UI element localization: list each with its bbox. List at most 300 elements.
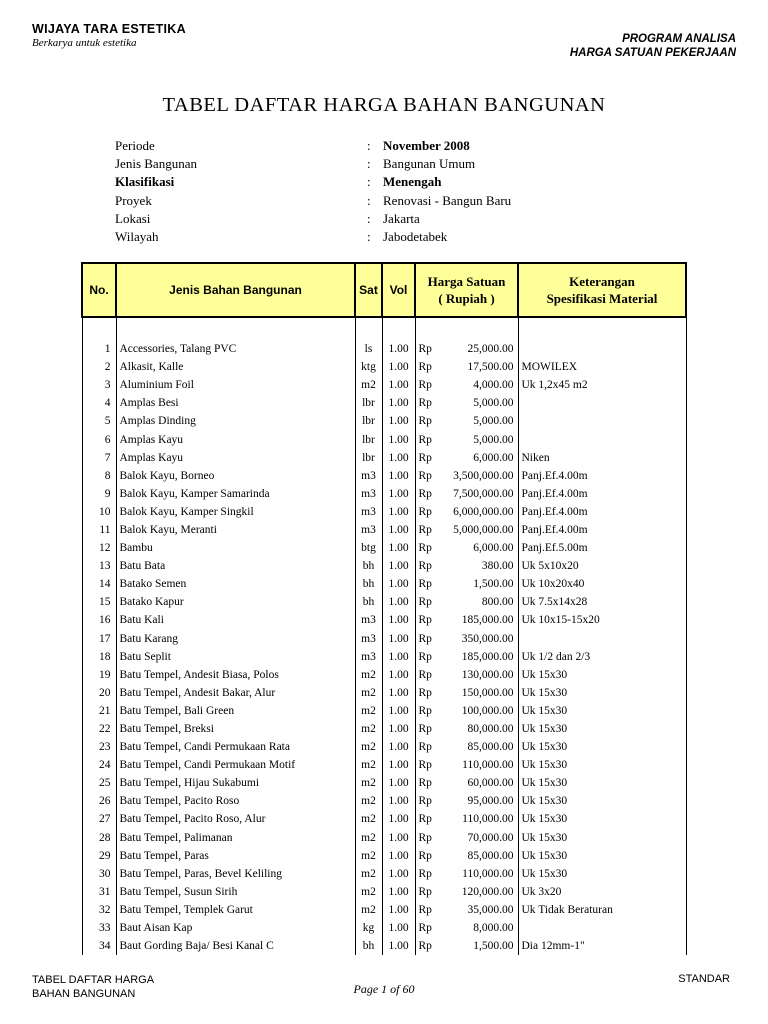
volume: 1.00	[382, 575, 415, 593]
table-row	[82, 774, 686, 792]
table-row	[82, 376, 686, 394]
unit: m3	[355, 648, 382, 666]
unit: m2	[355, 792, 382, 810]
unit-price: 110,000.00	[443, 810, 518, 828]
row-number: 34	[82, 937, 116, 955]
volume: 1.00	[382, 919, 415, 937]
table-row	[82, 358, 686, 376]
unit-price: 7,500,000.00	[443, 485, 518, 503]
row-number: 20	[82, 684, 116, 702]
table-row	[82, 648, 686, 666]
header-ket-line1: Keterangan	[569, 274, 635, 289]
currency: Rp	[415, 829, 443, 847]
unit-price: 6,000,000.00	[443, 503, 518, 521]
table-header-row	[82, 263, 686, 317]
currency: Rp	[415, 883, 443, 901]
unit-price: 70,000.00	[443, 829, 518, 847]
specification: Uk 5x10x20	[518, 557, 686, 575]
unit: m2	[355, 847, 382, 865]
unit-price: 130,000.00	[443, 666, 518, 684]
row-number: 11	[82, 521, 116, 539]
currency: Rp	[415, 521, 443, 539]
header-harga-line1: Harga Satuan	[427, 274, 506, 289]
material-name: Batu Tempel, Palimanan	[116, 829, 355, 847]
row-number: 21	[82, 702, 116, 720]
info-colon: :	[367, 174, 371, 190]
unit: btg	[355, 539, 382, 557]
footer-title-line2: BAHAN BANGUNAN	[32, 988, 136, 1000]
unit-price: 4,000.00	[443, 376, 518, 394]
table-row	[82, 630, 686, 648]
unit-price: 380.00	[443, 557, 518, 575]
currency: Rp	[415, 485, 443, 503]
specification	[518, 430, 686, 448]
unit-price: 25,000.00	[443, 340, 518, 358]
unit: m3	[355, 630, 382, 648]
material-name: Amplas Kayu	[116, 449, 355, 467]
volume: 1.00	[382, 394, 415, 412]
specification: Uk 15x30	[518, 666, 686, 684]
volume: 1.00	[382, 847, 415, 865]
unit-price: 1,500.00	[443, 937, 518, 955]
unit: m2	[355, 702, 382, 720]
unit: m3	[355, 485, 382, 503]
table-row	[82, 847, 686, 865]
program-line-2: HARGA SATUAN PEKERJAAN	[569, 47, 736, 59]
material-name: Baut Gording Baja/ Besi Kanal C	[116, 937, 355, 955]
specification: Uk Tidak Beraturan	[518, 901, 686, 919]
unit-price: 6,000.00	[443, 539, 518, 557]
unit: m2	[355, 901, 382, 919]
unit-price: 185,000.00	[443, 648, 518, 666]
material-name: Batu Seplit	[116, 648, 355, 666]
currency: Rp	[415, 648, 443, 666]
specification: Uk 7.5x14x28	[518, 593, 686, 611]
table-row	[82, 340, 686, 358]
specification: Uk 1,2x45 m2	[518, 376, 686, 394]
currency: Rp	[415, 340, 443, 358]
unit: bh	[355, 937, 382, 955]
specification: Uk 15x30	[518, 702, 686, 720]
table-row	[82, 829, 686, 847]
material-name: Bambu	[116, 539, 355, 557]
table-row	[82, 575, 686, 593]
volume: 1.00	[382, 756, 415, 774]
unit-price: 1,500.00	[443, 575, 518, 593]
volume: 1.00	[382, 593, 415, 611]
row-number: 3	[82, 376, 116, 394]
header-harga-line2: ( Rupiah )	[438, 291, 495, 306]
volume: 1.00	[382, 738, 415, 756]
info-value: Menengah	[383, 174, 442, 190]
currency: Rp	[415, 774, 443, 792]
volume: 1.00	[382, 521, 415, 539]
material-name: Amplas Dinding	[116, 412, 355, 430]
row-number: 24	[82, 756, 116, 774]
volume: 1.00	[382, 901, 415, 919]
unit: m2	[355, 376, 382, 394]
currency: Rp	[415, 575, 443, 593]
header-jenis: Jenis Bahan Bangunan	[116, 263, 355, 317]
info-value: Bangunan Umum	[383, 156, 476, 172]
specification	[518, 412, 686, 430]
volume: 1.00	[382, 684, 415, 702]
currency: Rp	[415, 412, 443, 430]
unit: bh	[355, 593, 382, 611]
specification: Uk 15x30	[518, 865, 686, 883]
specification: Uk 1/2 dan 2/3	[518, 648, 686, 666]
unit-price: 60,000.00	[443, 774, 518, 792]
unit: m2	[355, 666, 382, 684]
volume: 1.00	[382, 611, 415, 629]
volume: 1.00	[382, 630, 415, 648]
info-label: Periode	[115, 138, 155, 153]
unit: m2	[355, 720, 382, 738]
unit: m2	[355, 738, 382, 756]
info-label: Wilayah	[115, 228, 159, 244]
row-number: 19	[82, 666, 116, 684]
header-sat: Sat	[355, 263, 382, 317]
volume: 1.00	[382, 702, 415, 720]
info-colon: :	[367, 228, 371, 244]
info-colon: :	[367, 156, 371, 172]
table-row	[82, 521, 686, 539]
row-number: 16	[82, 611, 116, 629]
row-number: 6	[82, 430, 116, 448]
table-row	[82, 611, 686, 629]
material-name: Alkasit, Kalle	[116, 358, 355, 376]
volume: 1.00	[382, 883, 415, 901]
unit: m2	[355, 865, 382, 883]
row-number: 4	[82, 394, 116, 412]
currency: Rp	[415, 358, 443, 376]
table-row	[82, 738, 686, 756]
info-label: Proyek	[115, 192, 152, 208]
unit-price: 5,000,000.00	[443, 521, 518, 539]
header-ket-line2: Spesifikasi Material	[546, 291, 658, 306]
volume: 1.00	[382, 829, 415, 847]
company-header	[32, 22, 186, 49]
currency: Rp	[415, 430, 443, 448]
currency: Rp	[415, 539, 443, 557]
material-name: Batu Tempel, Andesit Biasa, Polos	[116, 666, 355, 684]
page-number: Page 1 of 60	[353, 982, 415, 996]
material-name: Batu Tempel, Templek Garut	[116, 901, 355, 919]
specification	[518, 340, 686, 358]
currency: Rp	[415, 937, 443, 955]
volume: 1.00	[382, 503, 415, 521]
unit: m3	[355, 503, 382, 521]
specification: Panj.Ef.5.00m	[518, 539, 686, 557]
info-value: Jakarta	[383, 210, 420, 226]
unit-price: 5,000.00	[443, 412, 518, 430]
header-harga	[415, 263, 518, 317]
row-number: 7	[82, 449, 116, 467]
material-name: Batu Tempel, Candi Permukaan Rata	[116, 738, 355, 756]
unit-price: 150,000.00	[443, 684, 518, 702]
unit: ls	[355, 340, 382, 358]
volume: 1.00	[382, 557, 415, 575]
unit: m2	[355, 774, 382, 792]
table-row	[82, 557, 686, 575]
row-number: 30	[82, 865, 116, 883]
row-number: 9	[82, 485, 116, 503]
material-name: Batu Tempel, Candi Permukaan Motif	[116, 756, 355, 774]
unit: m2	[355, 829, 382, 847]
specification: Uk 3x20	[518, 883, 686, 901]
volume: 1.00	[382, 810, 415, 828]
table-row	[82, 449, 686, 467]
unit-price: 5,000.00	[443, 394, 518, 412]
material-name: Batu Tempel, Andesit Bakar, Alur	[116, 684, 355, 702]
unit-price: 85,000.00	[443, 738, 518, 756]
row-number: 5	[82, 412, 116, 430]
currency: Rp	[415, 684, 443, 702]
info-colon: :	[367, 210, 371, 226]
spacer-row	[82, 317, 686, 340]
specification: Niken	[518, 449, 686, 467]
table-row	[82, 792, 686, 810]
volume: 1.00	[382, 376, 415, 394]
material-name: Batu Karang	[116, 630, 355, 648]
table-row	[82, 756, 686, 774]
row-number: 2	[82, 358, 116, 376]
table-row	[82, 394, 686, 412]
currency: Rp	[415, 756, 443, 774]
material-name: Batu Tempel, Pacito Roso	[116, 792, 355, 810]
row-number: 13	[82, 557, 116, 575]
table-body	[82, 317, 686, 955]
info-label: Klasifikasi	[115, 174, 175, 190]
info-value: November 2008	[383, 138, 470, 153]
volume: 1.00	[382, 937, 415, 955]
unit-price: 110,000.00	[443, 865, 518, 883]
currency: Rp	[415, 919, 443, 937]
price-table	[81, 262, 687, 955]
unit: m2	[355, 883, 382, 901]
row-number: 32	[82, 901, 116, 919]
currency: Rp	[415, 810, 443, 828]
unit: m3	[355, 611, 382, 629]
volume: 1.00	[382, 666, 415, 684]
table-row	[82, 901, 686, 919]
material-name: Batu Tempel, Susun Sirih	[116, 883, 355, 901]
material-name: Balok Kayu, Meranti	[116, 521, 355, 539]
specification: Panj.Ef.4.00m	[518, 503, 686, 521]
specification: Uk 10x20x40	[518, 575, 686, 593]
material-name: Batu Tempel, Breksi	[116, 720, 355, 738]
material-name: Amplas Kayu	[116, 430, 355, 448]
volume: 1.00	[382, 449, 415, 467]
specification: Uk 15x30	[518, 756, 686, 774]
specification: Uk 15x30	[518, 792, 686, 810]
unit-price: 6,000.00	[443, 449, 518, 467]
currency: Rp	[415, 666, 443, 684]
material-name: Accessories, Talang PVC	[116, 340, 355, 358]
currency: Rp	[415, 792, 443, 810]
material-name: Batu Tempel, Bali Green	[116, 702, 355, 720]
specification: Panj.Ef.4.00m	[518, 467, 686, 485]
table-row	[82, 430, 686, 448]
unit-price: 17,500.00	[443, 358, 518, 376]
material-name: Batako Kapur	[116, 593, 355, 611]
row-number: 27	[82, 810, 116, 828]
header-vol: Vol	[382, 263, 415, 317]
specification: Uk 15x30	[518, 847, 686, 865]
info-label: Jenis Bangunan	[115, 156, 197, 172]
currency: Rp	[415, 376, 443, 394]
volume: 1.00	[382, 412, 415, 430]
table-row	[82, 593, 686, 611]
currency: Rp	[415, 467, 443, 485]
currency: Rp	[415, 738, 443, 756]
specification: Uk 15x30	[518, 810, 686, 828]
specification: Uk 15x30	[518, 829, 686, 847]
volume: 1.00	[382, 467, 415, 485]
row-number: 25	[82, 774, 116, 792]
table-row	[82, 810, 686, 828]
header-no: No.	[82, 263, 116, 317]
table-row	[82, 919, 686, 937]
material-name: Batu Tempel, Paras	[116, 847, 355, 865]
specification: Uk 15x30	[518, 720, 686, 738]
material-name: Baut Aisan Kap	[116, 919, 355, 937]
footer-title-line1: TABEL DAFTAR HARGA	[32, 974, 155, 986]
specification	[518, 394, 686, 412]
row-number: 31	[82, 883, 116, 901]
row-number: 10	[82, 503, 116, 521]
unit-price: 5,000.00	[443, 430, 518, 448]
program-header	[570, 32, 736, 60]
unit-price: 95,000.00	[443, 792, 518, 810]
unit: ktg	[355, 358, 382, 376]
table-row	[82, 937, 686, 955]
currency: Rp	[415, 720, 443, 738]
material-name: Batu Tempel, Hijau Sukabumi	[116, 774, 355, 792]
company-tagline: Berkarya untuk estetika	[32, 37, 137, 49]
unit-price: 350,000.00	[443, 630, 518, 648]
table-row	[82, 883, 686, 901]
volume: 1.00	[382, 648, 415, 666]
unit: m2	[355, 684, 382, 702]
volume: 1.00	[382, 792, 415, 810]
unit-price: 3,500,000.00	[443, 467, 518, 485]
material-name: Balok Kayu, Kamper Singkil	[116, 503, 355, 521]
table-row	[82, 666, 686, 684]
material-name: Batu Tempel, Pacito Roso, Alur	[116, 810, 355, 828]
unit: lbr	[355, 394, 382, 412]
currency: Rp	[415, 503, 443, 521]
table-row	[82, 539, 686, 557]
specification: MOWILEX	[518, 358, 686, 376]
row-number: 15	[82, 593, 116, 611]
row-number: 29	[82, 847, 116, 865]
unit-price: 120,000.00	[443, 883, 518, 901]
material-name: Batu Tempel, Paras, Bevel Keliling	[116, 865, 355, 883]
unit: lbr	[355, 449, 382, 467]
company-name: WIJAYA TARA ESTETIKA	[32, 22, 186, 36]
table-row	[82, 467, 686, 485]
table-row	[82, 865, 686, 883]
row-number: 1	[82, 340, 116, 358]
currency: Rp	[415, 865, 443, 883]
specification: Uk 15x30	[518, 684, 686, 702]
material-name: Batu Kali	[116, 611, 355, 629]
unit-price: 800.00	[443, 593, 518, 611]
volume: 1.00	[382, 720, 415, 738]
volume: 1.00	[382, 485, 415, 503]
table-row	[82, 720, 686, 738]
material-name: Amplas Besi	[116, 394, 355, 412]
unit-price: 185,000.00	[443, 611, 518, 629]
info-value: Jabodetabek	[383, 228, 448, 244]
currency: Rp	[415, 593, 443, 611]
row-number: 22	[82, 720, 116, 738]
volume: 1.00	[382, 430, 415, 448]
specification: Uk 10x15-15x20	[518, 611, 686, 629]
unit-price: 110,000.00	[443, 756, 518, 774]
unit: kg	[355, 919, 382, 937]
program-line-1: PROGRAM ANALISA	[622, 33, 736, 45]
currency: Rp	[415, 557, 443, 575]
info-colon: :	[367, 138, 371, 153]
table-row	[82, 702, 686, 720]
row-number: 33	[82, 919, 116, 937]
currency: Rp	[415, 630, 443, 648]
currency: Rp	[415, 901, 443, 919]
unit-price: 85,000.00	[443, 847, 518, 865]
unit-price: 100,000.00	[443, 702, 518, 720]
unit: m3	[355, 521, 382, 539]
info-label: Lokasi	[115, 210, 151, 226]
table-row	[82, 684, 686, 702]
unit: lbr	[355, 430, 382, 448]
row-number: 26	[82, 792, 116, 810]
volume: 1.00	[382, 358, 415, 376]
material-name: Batu Bata	[116, 557, 355, 575]
specification	[518, 919, 686, 937]
currency: Rp	[415, 847, 443, 865]
currency: Rp	[415, 611, 443, 629]
material-name: Balok Kayu, Kamper Samarinda	[116, 485, 355, 503]
specification: Uk 15x30	[518, 774, 686, 792]
unit: m2	[355, 756, 382, 774]
currency: Rp	[415, 394, 443, 412]
unit: bh	[355, 575, 382, 593]
unit: m3	[355, 467, 382, 485]
unit: lbr	[355, 412, 382, 430]
unit-price: 35,000.00	[443, 901, 518, 919]
row-number: 8	[82, 467, 116, 485]
row-number: 18	[82, 648, 116, 666]
volume: 1.00	[382, 539, 415, 557]
currency: Rp	[415, 449, 443, 467]
specification: Uk 15x30	[518, 738, 686, 756]
info-colon: :	[367, 192, 371, 208]
row-number: 23	[82, 738, 116, 756]
material-name: Aluminium Foil	[116, 376, 355, 394]
material-name: Batako Semen	[116, 575, 355, 593]
specification	[518, 630, 686, 648]
volume: 1.00	[382, 865, 415, 883]
document-title: TABEL DAFTAR HARGA BAHAN BANGUNAN	[162, 94, 606, 116]
row-number: 12	[82, 539, 116, 557]
table-row	[82, 503, 686, 521]
table-row	[82, 412, 686, 430]
row-number: 14	[82, 575, 116, 593]
row-number: 28	[82, 829, 116, 847]
specification: Dia 12mm-1"	[518, 937, 686, 955]
